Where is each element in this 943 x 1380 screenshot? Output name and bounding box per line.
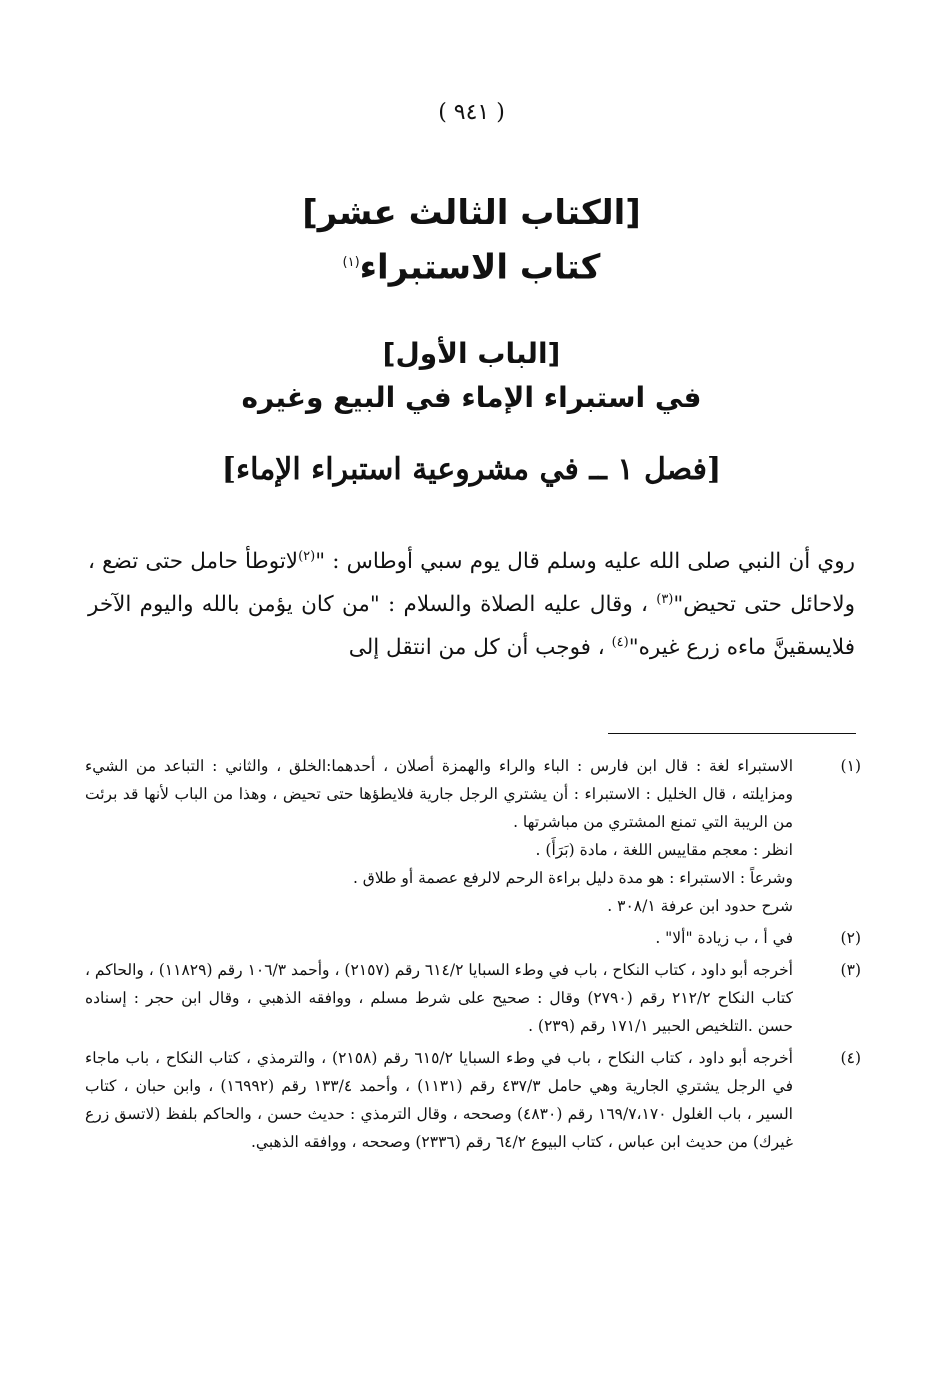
chapter-title <box>180 332 763 420</box>
footnote-body <box>85 924 793 952</box>
footnote-text: وشرعاً : الاستبراء : هو مدة دليل براءة الرحم لالرفع عصمة أو طلاق . <box>352 869 793 887</box>
footnote-2 <box>85 924 861 952</box>
footnote-3 <box>85 956 861 1040</box>
footnote-text: أخرجه أبو داود ، كتاب النكاح ، باب في وطء السبايا ٦١٤/٢ رقم (٢١٥٧) ، وأحمد ١٠٦/٣ رقم (١١٨٢٩) ، والحاكم ، كتاب النكاح ٢١٢/٢ رقم (٢٧٩٠) وقال : صحيح على شرط مسلم ، ووافقه الذهبي ، وقال ابن حجر : إسناده حسن .التلخيص الحبير ١٧١/١ رقم (٢٣٩) . <box>85 961 793 1035</box>
footnote-number: (٢) <box>840 929 861 947</box>
footnotes <box>85 752 861 1160</box>
footnote-ref-1: (١) <box>342 255 360 270</box>
book-title-line2-text: كتاب الاستبراء <box>359 247 601 288</box>
footnote-text: الاستبراء لغة : قال ابن فارس : الباء والراء والهمزة أصلان ، أحدهما:الخلق ، والثاني : التباعد من الشيء ومزايلته ، قال الخليل : الاستبراء : أن يشتري الرجل جارية فلايطؤها حتى تحيض ، وهذا من الباب لأنها قد برئت من الريبة التي تمنع المشتري من مباشرتها . <box>85 757 793 831</box>
paragraph-part-4: ، فوجب أن كل من انتقل إلى <box>348 635 612 661</box>
paragraph-part-2: لاتوطأ حامل حتى تضع ، ولاحائل حتى تحيض" <box>88 549 855 618</box>
footnote-text: في أ ، ب زيادة "ألا" . <box>655 929 793 947</box>
body-paragraph <box>88 538 855 667</box>
footnote-ref-2: (٢) <box>298 549 316 564</box>
footnote-divider <box>608 733 856 734</box>
footnote-ref-4: (٤) <box>611 635 629 651</box>
book-title <box>160 188 783 292</box>
chapter-title-line2: في استبراء الإماء في البيع وغيره <box>241 381 702 414</box>
chapter-title-line1: [الباب الأول] <box>382 337 561 370</box>
section-title: [فصل ١ ــ في مشروعية استبراء الإماء] <box>221 452 722 487</box>
footnote-text: أخرجه أبو داود ، كتاب النكاح ، باب في وطء السبايا ٦١٥/٢ رقم (٢١٥٨) ، والترمذي ، كتاب النكاح ، باب ماجاء في الرجل يشتري الجارية وهي حامل ٤٣٧/٣ رقم (١١٣١) ، وأحمد ١٣٣/٤ رقم (١٦٩٩٢) ، وابن حبان ، كتاب السير ، باب الغلول ١٦٩/٧،١٧٠ رقم (٤٨٣٠) وصححه ، وقال الترمذي : حديث حسن ، والحاكم بلفظ (لاتسق زرع غيرك) من حديث ابن عباس ، كتاب البيوع ٦٤/٢ رقم (٢٣٣٦) وصححه ، ووافقه الذهبي. <box>85 1049 793 1151</box>
footnote-1 <box>85 752 861 920</box>
footnote-number: (٤) <box>840 1049 861 1067</box>
paragraph-part-3: ، وقال عليه الصلاة والسلام : "من كان يؤمن بالله واليوم الآخر فلايسقينَّ ماءه زرع غيره" <box>88 592 855 661</box>
footnote-text: شرح حدود ابن عرفة ٣٠٨/١ . <box>607 897 793 915</box>
footnote-text: انظر : معجم مقاييس اللغة ، مادة (بَرَأَ) . <box>535 841 793 859</box>
footnote-number: (٣) <box>840 961 861 979</box>
footnote-body <box>85 956 793 1040</box>
footnote-body <box>85 752 793 920</box>
paragraph-part-1: روي أن النبي صلى الله عليه وسلم قال يوم سبي أوطاس : " <box>315 549 855 575</box>
book-title-line1: [الكتاب الثالث عشر] <box>302 193 641 233</box>
footnote-number: (١) <box>840 757 861 775</box>
footnote-body <box>85 1044 793 1156</box>
footnote-ref-3: (٣) <box>656 592 674 608</box>
book-title-line2 <box>160 238 783 292</box>
page-number: ( ٩٤١ ) <box>438 100 505 125</box>
footnote-4 <box>85 1044 861 1156</box>
